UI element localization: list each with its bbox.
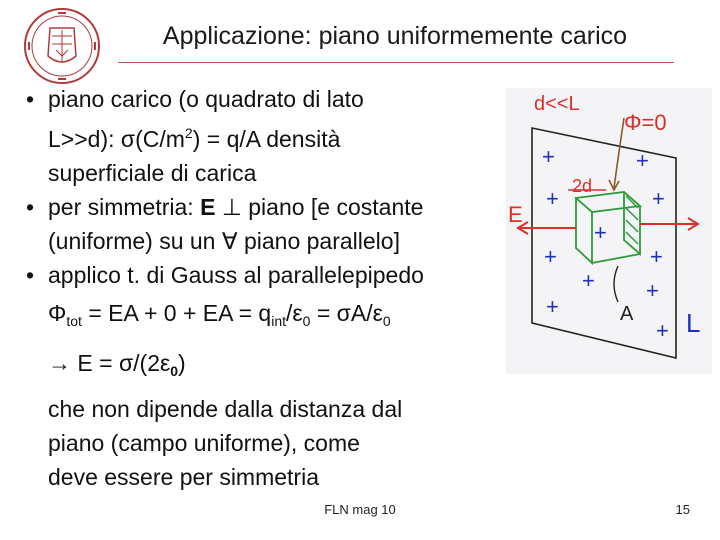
- bullet-2-symbol: •: [26, 194, 35, 220]
- result-text-b: ): [178, 350, 186, 376]
- eq-phi: Φ: [48, 300, 67, 326]
- label-A: A: [620, 303, 634, 325]
- bullet-1-text-3: superficiale di carica: [48, 160, 257, 186]
- university-seal-logo: [22, 6, 102, 86]
- eq-middle: = EA + 0 + EA = q: [81, 300, 272, 326]
- label-2d: 2d: [572, 176, 593, 196]
- eq-sub-zero-2: 0: [382, 313, 391, 329]
- plus-sign: +: [656, 318, 669, 343]
- bullet-3-text-1: applico t. di Gauss al parallelepipedo: [48, 262, 424, 288]
- figure-background: [506, 88, 712, 374]
- bullet-2-text-1b: ⊥ piano [e costante: [215, 194, 424, 220]
- bullet-1-symbol: •: [26, 86, 35, 112]
- plus-sign: +: [546, 294, 559, 319]
- slide-body: [22, 82, 492, 494]
- bullet-3-symbol: •: [26, 262, 35, 288]
- page-number: 15: [675, 502, 690, 517]
- plus-sign: +: [650, 244, 663, 269]
- bullet-2-text-1a: per simmetria:: [48, 194, 201, 220]
- label-L: L: [686, 308, 701, 338]
- bullet-2-bold-E: E: [200, 194, 216, 220]
- bullet-1-text-2b: ) = q/A densità: [192, 126, 341, 152]
- bullet-2-line-1: [22, 190, 492, 224]
- conclusion-line-3: [22, 460, 492, 494]
- title-divider: [118, 62, 674, 63]
- plus-sign: +: [582, 268, 595, 293]
- eq-eps-2: = σA/ε: [310, 300, 383, 326]
- plus-sign: +: [542, 144, 555, 169]
- bullet-1-text-2a: L>>d): σ(C/m: [48, 126, 185, 152]
- bullet-1-line-3: [22, 156, 492, 190]
- eq-sub-int: int: [271, 313, 286, 329]
- charged-plane-figure: [506, 88, 712, 374]
- plus-sign: +: [546, 186, 559, 211]
- plus-sign: +: [544, 244, 557, 269]
- conclusion-line-2: [22, 426, 492, 460]
- plus-sign: +: [652, 186, 665, 211]
- eq-eps-1: /ε: [286, 300, 303, 326]
- plus-sign: +: [646, 278, 659, 303]
- conclusion-line-1: [22, 392, 492, 426]
- plus-sign: +: [594, 220, 607, 245]
- bullet-1-text-1: piano carico (o quadrato di lato: [48, 86, 364, 112]
- bullet-1-line-2: [22, 116, 492, 156]
- slide-title: Applicazione: piano uniformemente carico: [162, 22, 628, 50]
- conclusion-text-2: piano (campo uniforme), come: [48, 430, 360, 456]
- conclusion-text-3: deve essere per simmetria: [48, 464, 319, 490]
- bullet-2-line-2: [22, 224, 492, 258]
- eq-sub-tot: tot: [66, 313, 82, 329]
- result-text-a: → E = σ/(2ε: [48, 350, 171, 376]
- label-E: E: [508, 202, 523, 227]
- bullet-2-text-2: (uniforme) su un ∀ piano parallelo]: [48, 228, 400, 254]
- bullet-3-line-1: [22, 258, 492, 292]
- label-d-ll-L: d<<L: [534, 93, 580, 115]
- gauss-equation: [22, 292, 492, 342]
- result-equation: [22, 342, 492, 392]
- eq-sub-zero-1: 0: [302, 313, 311, 329]
- footer-course: FLN mag 10: [324, 502, 396, 517]
- bullet-1-superscript: 2: [184, 125, 193, 141]
- conclusion-text-1: che non dipende dalla distanza dal: [48, 396, 403, 422]
- result-sub-zero: 0: [170, 363, 179, 379]
- plus-sign: +: [636, 148, 649, 173]
- label-phi-zero: Φ=0: [624, 110, 667, 135]
- bullet-1-line-1: [22, 82, 492, 116]
